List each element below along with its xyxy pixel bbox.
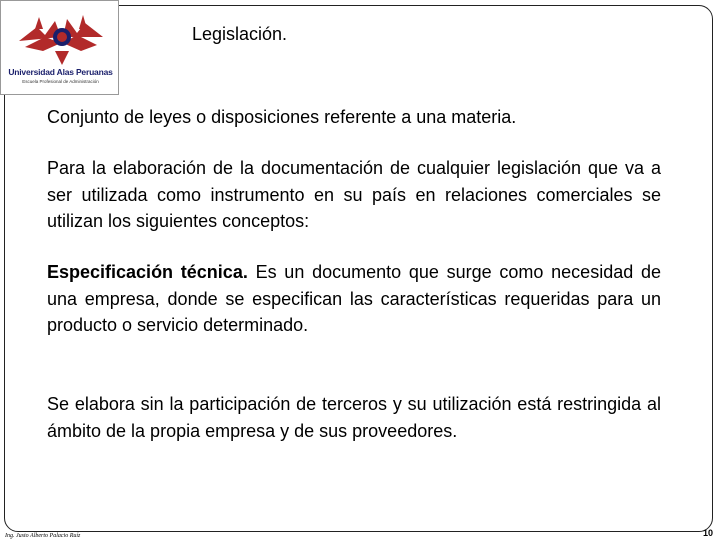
paragraph-technical-spec [47, 259, 661, 339]
paragraph-definition-text: Conjunto de leyes o disposiciones referente a una materia. [47, 107, 517, 127]
logo-tagline: Escuela Profesional de Administración [22, 79, 99, 84]
university-logo [0, 0, 119, 95]
paragraph-elaboration [47, 391, 661, 444]
paragraph-concepts [47, 155, 661, 235]
slide-title: Legislación. [192, 24, 288, 44]
paragraph-elaboration-text: Se elabora sin la participación de terceros y su utilización está restringida al ámbito de la propia empresa y de sus proveedores. [47, 394, 661, 441]
paragraph-definition [47, 104, 661, 131]
term-technical-spec: Especificación técnica. [47, 262, 248, 282]
paragraph-concepts-text: Para la elaboración de la documentación de cualquier legislación que va a ser utilizada como instrumento en su país en relaciones comerciales se utilizan los siguientes conceptos: [47, 158, 661, 231]
footer-author: Ing. Justo Alberto Palacio Ruíz [5, 533, 81, 539]
condor-icon [15, 7, 107, 67]
page-number: 10 [702, 528, 713, 538]
paragraph-technical-spec-text: Es un documento que surge como necesidad de una empresa, donde se especifican las características requeridas para un producto o servicio determinado. [47, 262, 661, 335]
logo-university-name: Universidad Alas Peruanas [8, 67, 113, 77]
